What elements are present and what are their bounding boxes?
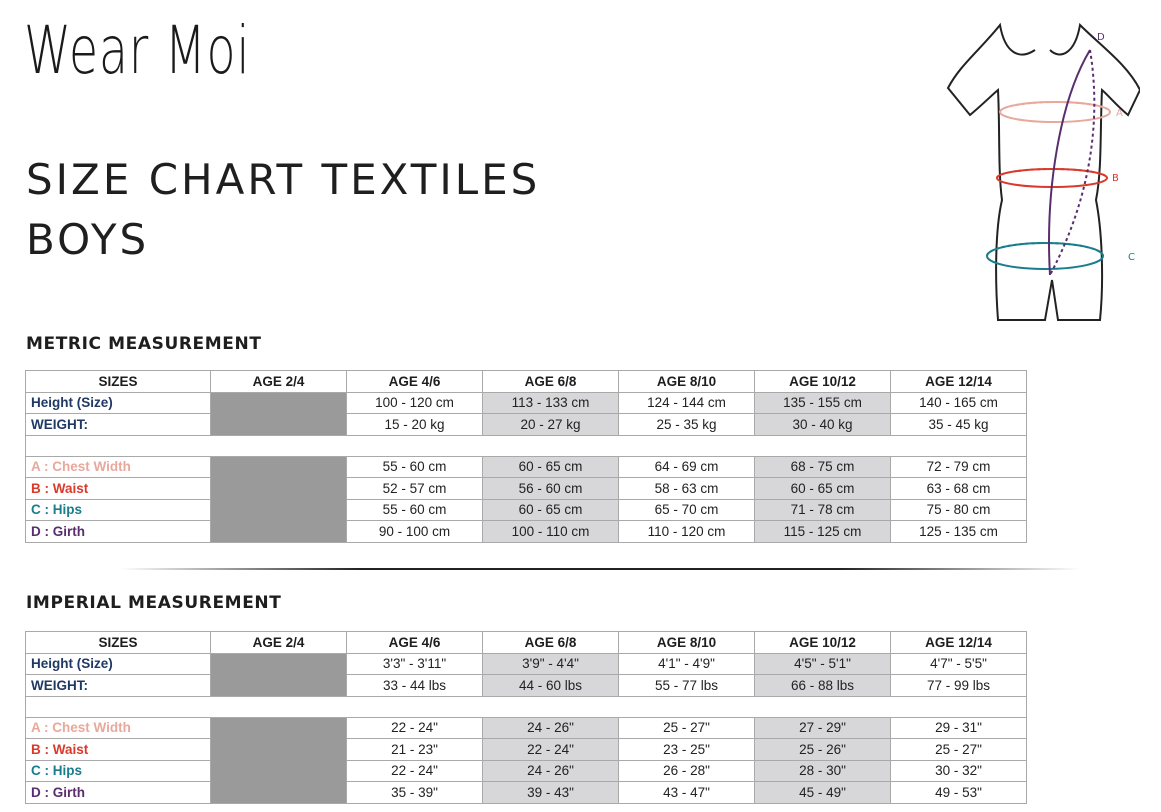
garment-diagram [940, 20, 1140, 330]
measure-d-line [1049, 50, 1090, 275]
table-cell: 124 - 144 cm [619, 392, 755, 414]
table-cell: 100 - 120 cm [347, 392, 483, 414]
table-cell: 65 - 70 cm [619, 499, 755, 521]
table-cell: 33 - 44 lbs [347, 675, 483, 697]
table-cell: 100 - 110 cm [483, 521, 619, 543]
header-cell: SIZES [26, 371, 211, 393]
table-cell: 23 - 25" [619, 739, 755, 761]
table-cell: 68 - 75 cm [755, 456, 891, 478]
spacer-cell [26, 435, 1027, 456]
table-cell: 64 - 69 cm [619, 456, 755, 478]
imperial-table [25, 631, 1027, 804]
label-b: B [1112, 173, 1119, 184]
table-cell: 22 - 24" [347, 717, 483, 739]
table-cell: 49 - 53" [891, 782, 1027, 804]
table-cell: 55 - 77 lbs [619, 675, 755, 697]
table-row [26, 521, 1027, 543]
table-cell: 21 - 23" [347, 739, 483, 761]
section-divider [120, 568, 1080, 570]
table-row [26, 782, 1027, 804]
table-cell: 60 - 65 cm [483, 499, 619, 521]
table-cell: 55 - 60 cm [347, 456, 483, 478]
table-cell: 39 - 43" [483, 782, 619, 804]
header-cell: AGE 12/14 [891, 632, 1027, 654]
table-cell: 45 - 49" [755, 782, 891, 804]
row-label-weight: WEIGHT: [26, 675, 211, 697]
unavailable-cell [211, 456, 347, 542]
table-cell: 58 - 63 cm [619, 478, 755, 500]
table-cell: 29 - 31" [891, 717, 1027, 739]
table-cell: 22 - 24" [483, 739, 619, 761]
table-cell: 30 - 32" [891, 760, 1027, 782]
header-cell: AGE 8/10 [619, 632, 755, 654]
table-cell: 44 - 60 lbs [483, 675, 619, 697]
table-row [26, 392, 1027, 414]
table-cell: 25 - 35 kg [619, 414, 755, 436]
row-label-height: Height (Size) [26, 392, 211, 414]
header-cell: AGE 12/14 [891, 371, 1027, 393]
unavailable-cell [211, 392, 347, 435]
table-cell: 55 - 60 cm [347, 499, 483, 521]
imperial-heading: IMPERIAL MEASUREMENT [26, 593, 282, 613]
table-cell: 20 - 27 kg [483, 414, 619, 436]
table-cell: 27 - 29" [755, 717, 891, 739]
table-cell: 25 - 26" [755, 739, 891, 761]
table-cell: 90 - 100 cm [347, 521, 483, 543]
table-cell: 60 - 65 cm [755, 478, 891, 500]
unavailable-cell [211, 717, 347, 803]
row-label-girth: D : Girth [26, 521, 211, 543]
row-label-height: Height (Size) [26, 653, 211, 675]
table-cell: 63 - 68 cm [891, 478, 1027, 500]
table-cell: 77 - 99 lbs [891, 675, 1027, 697]
row-label-weight: WEIGHT: [26, 414, 211, 436]
header-cell: AGE 6/8 [483, 371, 619, 393]
header-cell: AGE 4/6 [347, 632, 483, 654]
table-row [26, 760, 1027, 782]
table-cell: 15 - 20 kg [347, 414, 483, 436]
table-row [26, 653, 1027, 675]
unavailable-cell [211, 653, 347, 696]
table-cell: 24 - 26" [483, 717, 619, 739]
table-cell: 110 - 120 cm [619, 521, 755, 543]
row-label-girth: D : Girth [26, 782, 211, 804]
row-label-chest: A : Chest Width [26, 717, 211, 739]
table-cell: 3'9" - 4'4" [483, 653, 619, 675]
table-header-row [26, 371, 1027, 393]
table-cell: 35 - 39" [347, 782, 483, 804]
row-label-hips: C : Hips [26, 499, 211, 521]
header-cell: AGE 10/12 [755, 632, 891, 654]
spacer-row [26, 435, 1027, 456]
table-cell: 4'7" - 5'5" [891, 653, 1027, 675]
table-cell: 24 - 26" [483, 760, 619, 782]
table-cell: 25 - 27" [619, 717, 755, 739]
table-cell: 125 - 135 cm [891, 521, 1027, 543]
row-label-chest: A : Chest Width [26, 456, 211, 478]
table-row [26, 739, 1027, 761]
label-c: C [1128, 252, 1135, 263]
table-row [26, 456, 1027, 478]
table-cell: 43 - 47" [619, 782, 755, 804]
header-cell: AGE 2/4 [211, 371, 347, 393]
table-row [26, 499, 1027, 521]
table-cell: 4'1" - 4'9" [619, 653, 755, 675]
metric-heading: METRIC MEASUREMENT [26, 334, 262, 354]
label-d: D [1097, 32, 1105, 43]
brand-logo: Wear Moi [24, 12, 251, 89]
table-cell: 71 - 78 cm [755, 499, 891, 521]
page-title: SIZE CHART TEXTILES [26, 155, 541, 204]
table-cell: 35 - 45 kg [891, 414, 1027, 436]
table-cell: 56 - 60 cm [483, 478, 619, 500]
header-cell: AGE 2/4 [211, 632, 347, 654]
table-header-row [26, 632, 1027, 654]
table-cell: 72 - 79 cm [891, 456, 1027, 478]
table-cell: 135 - 155 cm [755, 392, 891, 414]
row-label-hips: C : Hips [26, 760, 211, 782]
table-cell: 30 - 40 kg [755, 414, 891, 436]
table-row [26, 717, 1027, 739]
table-cell: 28 - 30" [755, 760, 891, 782]
row-label-waist: B : Waist [26, 739, 211, 761]
header-cell: AGE 4/6 [347, 371, 483, 393]
table-cell: 4'5" - 5'1" [755, 653, 891, 675]
table-cell: 25 - 27" [891, 739, 1027, 761]
table-row [26, 478, 1027, 500]
header-cell: AGE 8/10 [619, 371, 755, 393]
table-cell: 115 - 125 cm [755, 521, 891, 543]
table-cell: 75 - 80 cm [891, 499, 1027, 521]
table-cell: 66 - 88 lbs [755, 675, 891, 697]
table-cell: 60 - 65 cm [483, 456, 619, 478]
spacer-cell [26, 696, 1027, 717]
table-cell: 113 - 133 cm [483, 392, 619, 414]
row-label-waist: B : Waist [26, 478, 211, 500]
label-a: A [1116, 108, 1123, 119]
table-row [26, 675, 1027, 697]
header-cell: SIZES [26, 632, 211, 654]
table-cell: 140 - 165 cm [891, 392, 1027, 414]
table-row [26, 414, 1027, 436]
page-subtitle: BOYS [26, 215, 150, 264]
table-cell: 52 - 57 cm [347, 478, 483, 500]
header-cell: AGE 6/8 [483, 632, 619, 654]
spacer-row [26, 696, 1027, 717]
table-cell: 26 - 28" [619, 760, 755, 782]
table-cell: 3'3" - 3'11" [347, 653, 483, 675]
table-cell: 22 - 24" [347, 760, 483, 782]
metric-table [25, 370, 1027, 543]
header-cell: AGE 10/12 [755, 371, 891, 393]
